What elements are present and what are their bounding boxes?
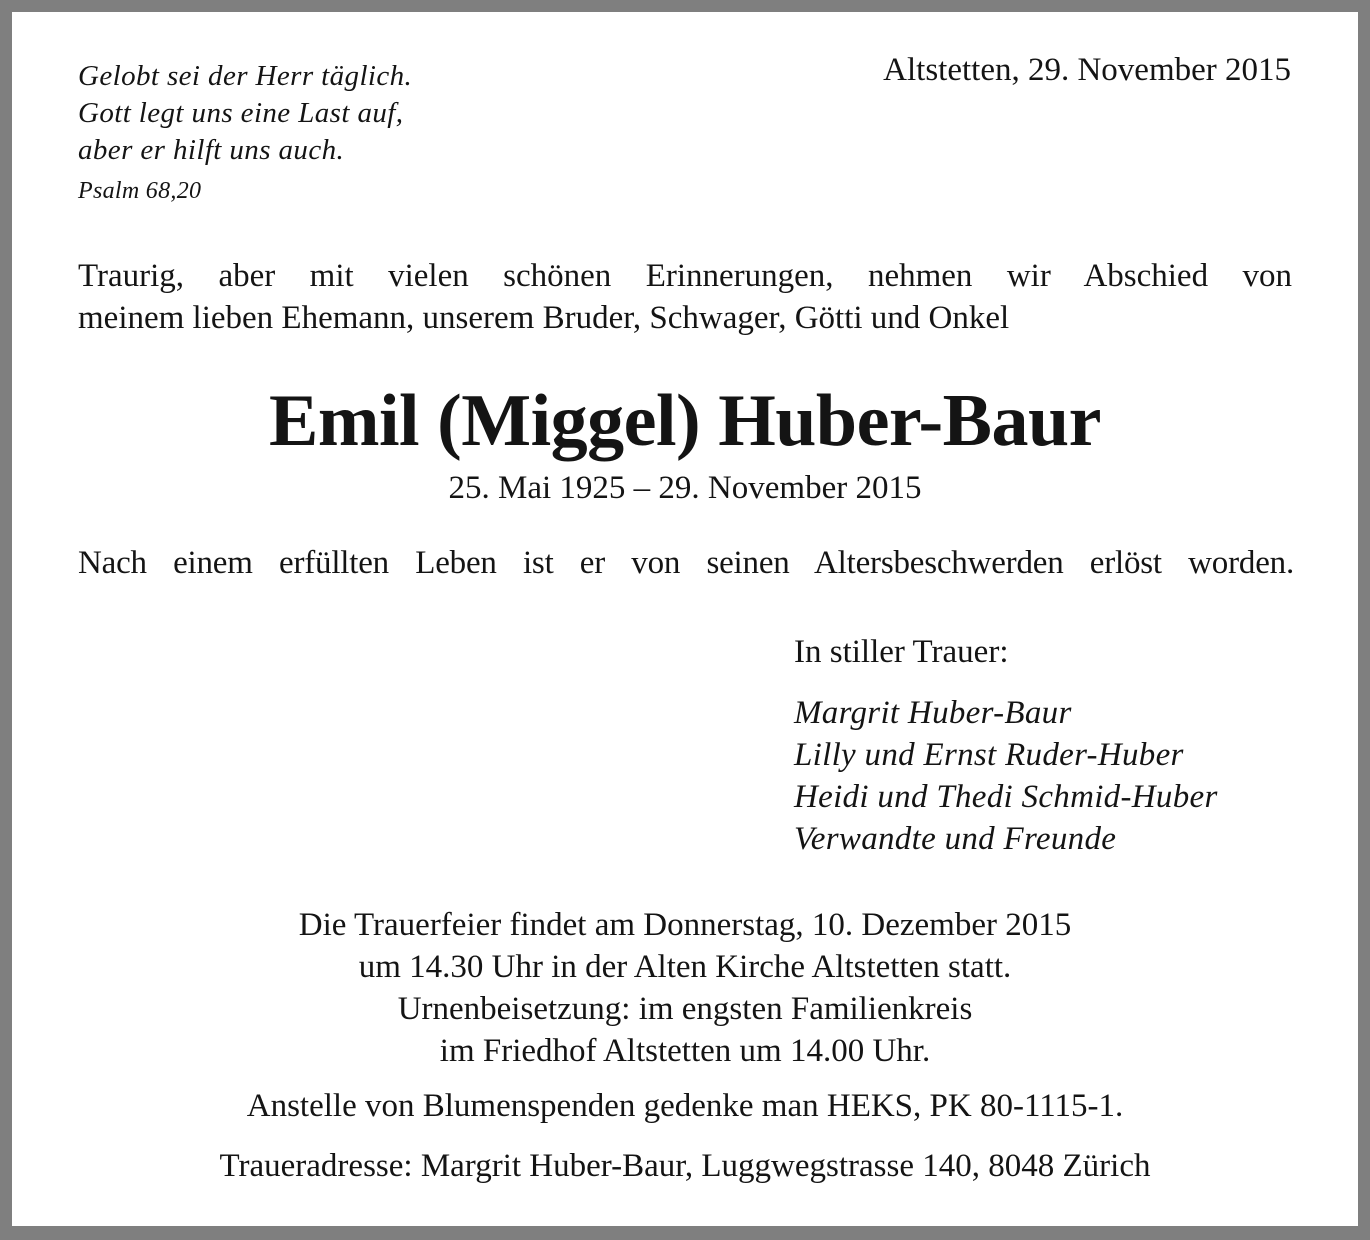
- service-line: im Friedhof Altstetten um 14.00 Uhr.: [439, 1033, 931, 1069]
- bible-verse: [78, 58, 412, 169]
- service-line: um 14.30 Uhr in der Alten Kirche Altstetten statt.: [358, 949, 1012, 985]
- mourners-list: [794, 692, 1218, 860]
- service-line: Die Trauerfeier findet am Donnerstag, 10. Dezember 2015: [298, 907, 1072, 943]
- intro-line: Traurig, aber mit vielen schönen Erinnerungen, nehmen wir Abschied von: [78, 258, 1292, 294]
- verse-line: Gelobt sei der Herr täglich.: [78, 60, 413, 92]
- place-date: Altstetten, 29. November 2015: [883, 52, 1291, 88]
- life-dates: 25. Mai 1925 – 29. November 2015: [448, 470, 922, 506]
- deceased-name: Emil (Miggel) Huber-Baur: [268, 380, 1102, 462]
- mourning-label: In stiller Trauer:: [794, 634, 1009, 670]
- verse-line: aber er hilft uns auch.: [78, 134, 345, 166]
- intro-text: [78, 255, 1292, 339]
- verse-reference: Psalm 68,20: [78, 178, 202, 204]
- donation-note: Anstelle von Blumenspenden gedenke man HEKS, PK 80-1115-1.: [246, 1088, 1124, 1124]
- obituary-notice: [12, 12, 1358, 1226]
- mourner-name: Verwandte und Freunde: [794, 821, 1117, 857]
- mourner-name: Heidi und Thedi Schmid-Huber: [794, 779, 1218, 815]
- release-text: Nach einem erfüllten Leben ist er von seinen Altersbeschwerden erlöst worden.: [78, 545, 1294, 581]
- mourning-address: Traueradresse: Margrit Huber-Baur, Luggwegstrasse 140, 8048 Zürich: [219, 1148, 1151, 1184]
- intro-line: meinem lieben Ehemann, unserem Bruder, Schwager, Götti und Onkel: [78, 300, 1010, 336]
- service-info: [12, 904, 1358, 1072]
- service-line: Urnenbeisetzung: im engsten Familienkreis: [397, 991, 973, 1027]
- mourner-name: Lilly und Ernst Ruder-Huber: [794, 737, 1184, 773]
- mourner-name: Margrit Huber-Baur: [794, 695, 1072, 731]
- verse-line: Gott legt uns eine Last auf,: [78, 97, 404, 129]
